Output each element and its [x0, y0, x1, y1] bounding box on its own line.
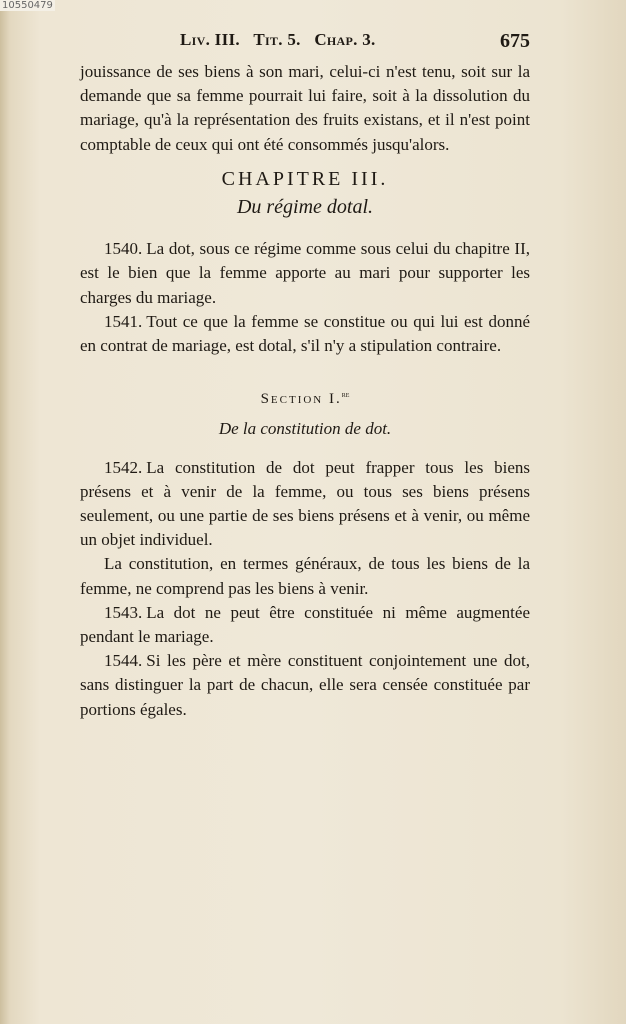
chapter-title: CHAPITRE III. — [221, 167, 389, 190]
section-title-text: Section I. — [260, 391, 342, 408]
chapter-subtitle: Du régime dotal. — [236, 196, 374, 219]
article-number: 1542. — [104, 457, 143, 477]
article-paragraph — [80, 237, 530, 310]
article-number: 1541. — [104, 311, 143, 331]
article-text: La constitution de dot peut frapper tous les biens présens et à venir de la femme, ou tous ses biens présens seulement, ou une partie de ses biens présens et à venir, ou même un objet individuel. — [80, 457, 530, 550]
article-paragraph — [80, 601, 530, 649]
article-paragraph — [80, 456, 530, 553]
section-title — [80, 382, 530, 411]
article-number: 1540. — [104, 239, 143, 259]
running-head — [180, 30, 530, 50]
article-text: Tout ce que la femme se constitue ou qui lui est donné en contrat de mariage, est dotal, s'il n'y a stipulation contraire. — [80, 311, 530, 356]
section-subtitle: De la constitution de dot. — [218, 419, 392, 439]
article-text: La dot, sous ce régime comme sous celui du chapitre II, est le bien que la femme apporte au mari pour supporter les charges du mariage. — [80, 239, 530, 307]
article-text: La constitution, en termes généraux, de tous les biens de la femme, ne comprend pas les biens à venir. — [80, 554, 530, 598]
article-number: 1544. — [104, 651, 143, 671]
article-paragraph — [80, 310, 530, 358]
article-paragraph — [80, 552, 530, 600]
article-paragraph — [80, 649, 530, 722]
article-text: Si les père et mère constituent conjointement une dot, sans distinguer la part de chacun, elle sera censée constituée par portions égales. — [80, 651, 530, 719]
article-list-section — [80, 456, 530, 722]
article-number: 1543. — [104, 602, 143, 622]
scan-id-label: 10550479 — [2, 0, 53, 11]
article-text: La dot ne peut être constituée ni même augmentée pendant le mariage. — [80, 602, 530, 647]
running-head-text: Liv. III. Tit. 5. Chap. 3. — [180, 30, 376, 49]
continuation-paragraph: jouissance de ses biens à son mari, celui-ci n'est tenu, soit sur la demande que sa femme pourrait lui faire, soit à la dissolution du mariage, qu'à la représentation des fruits existans, et il n'est point comptable de ceux qui ont été consommés jusqu'alors. — [80, 62, 530, 154]
section-title-superscript: re — [341, 389, 350, 400]
page-number: 675 — [500, 30, 530, 52]
article-list-chapter — [80, 237, 530, 358]
page-body — [80, 60, 530, 722]
